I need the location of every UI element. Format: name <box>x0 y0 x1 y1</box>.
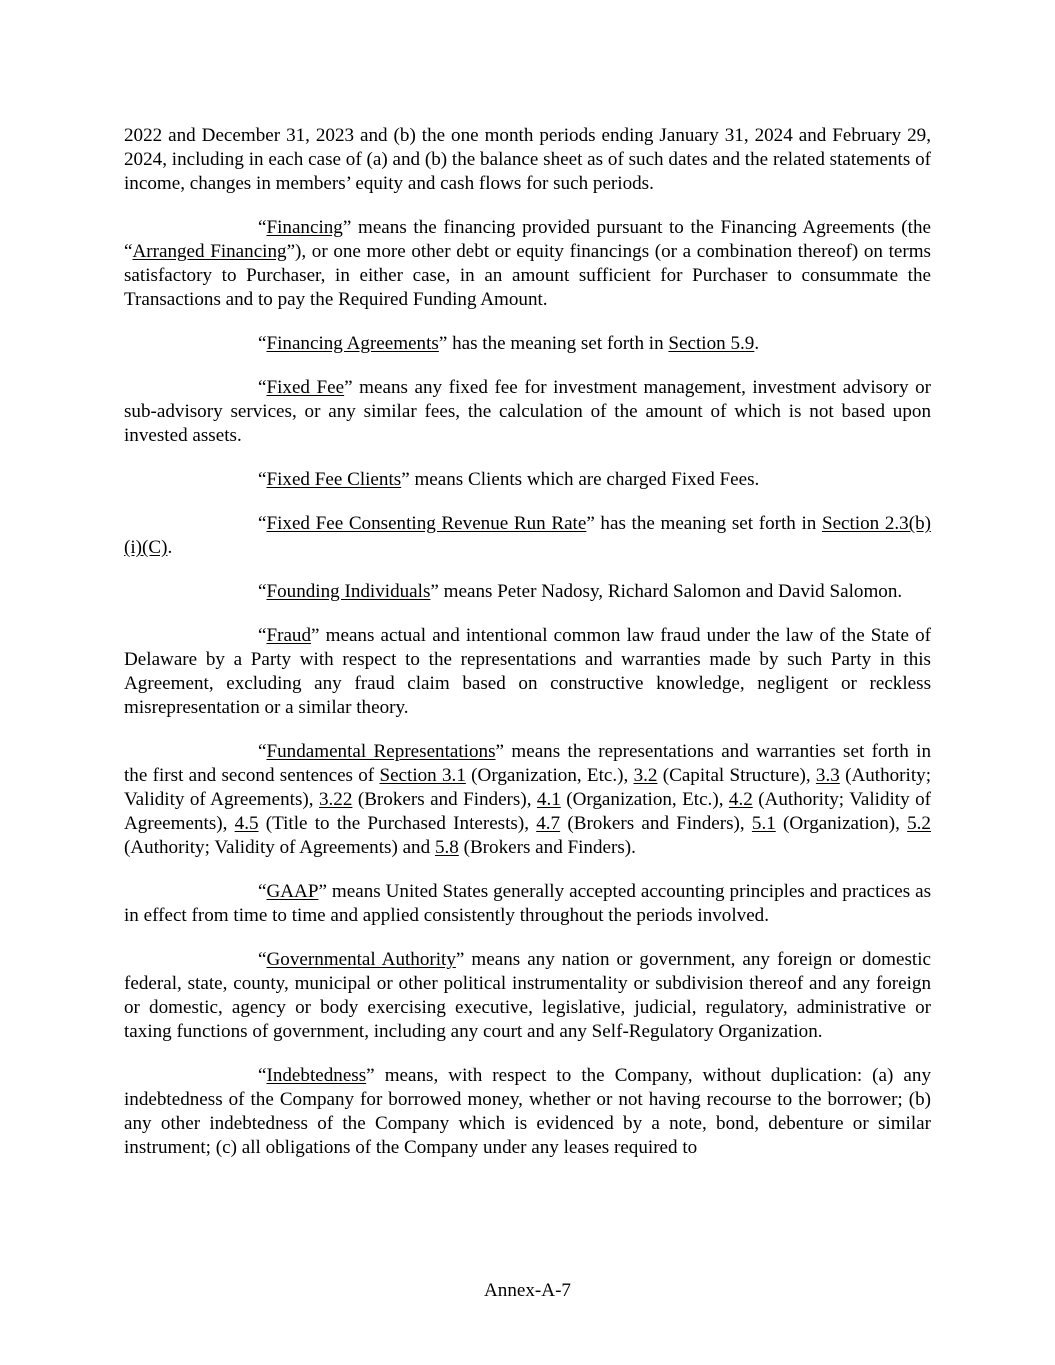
text-run: ” has the meaning set forth in <box>438 333 669 354</box>
text-run: “ <box>258 513 267 534</box>
text-run: (Organization, Etc.), <box>465 765 634 786</box>
paragraph-continuation <box>124 124 931 196</box>
text-run: (Brokers and Finders). <box>458 837 636 858</box>
defined-term-or-reference: 5.2 <box>907 813 931 834</box>
defined-term-or-reference: 3.22 <box>318 789 353 810</box>
text-run: ”), or one more other debt or equity financings (or a combination thereof) on terms satisfactory to Purchaser, in either case, in an amount sufficient for Purchaser to consummate the Transactions and to pay the Required Funding Amount. <box>124 241 931 310</box>
text-run: (Authority; Validity of Agreements), <box>124 789 931 834</box>
defined-term-or-reference: 3.3 <box>815 765 840 786</box>
definition-financing-agreements <box>124 332 931 356</box>
defined-term-or-reference: Founding Individuals <box>266 581 431 602</box>
definition-fixed-fee-consenting-revenue-run-rate <box>124 512 931 560</box>
text-run: ” means, with respect to the Company, without duplication: (a) any indebtedness of the Company for borrowed money, whether or not having recourse to the borrower; (b) any other indebtedness of the Company which is evidenced by a note, bond, debenture or similar instrument; (c) all obligations of the Company under any leases required to <box>124 1065 931 1158</box>
text-run: (Authority; Validity of Agreements) and <box>124 837 435 858</box>
defined-term-or-reference: GAAP <box>266 881 319 902</box>
text-run: “ <box>258 625 267 646</box>
text-run: “ <box>258 217 267 238</box>
text-run: ” means United States generally accepted accounting principles and practices as in effect from time to time and applied consistently throughout the periods involved. <box>124 881 931 926</box>
text-run: (Authority; Validity of Agreements), <box>124 765 931 810</box>
text-run: (Brokers and Finders), <box>560 813 752 834</box>
text-run: “ <box>258 469 267 490</box>
text-run: “ <box>258 881 267 902</box>
text-run: . <box>754 333 760 354</box>
text-run: (Capital Structure), <box>657 765 816 786</box>
text-run: (Brokers and Finders), <box>352 789 537 810</box>
defined-term-or-reference: Indebtedness <box>266 1065 367 1086</box>
defined-term-or-reference: Fraud <box>266 625 312 646</box>
defined-term-or-reference: 4.1 <box>536 789 561 810</box>
defined-term-or-reference: Fixed Fee Consenting Revenue Run Rate <box>266 513 587 534</box>
text-run: ” has the meaning set forth in <box>586 513 822 534</box>
text-run: ” means actual and intentional common law fraud under the law of the State of Delaware by a Party with respect to the representations and warranties made by such Party in this Agreement, excluding any fraud claim based on constructive knowledge, negligent or reckless misrepresentation or a similar theory. <box>124 625 931 718</box>
definition-governmental-authority <box>124 948 931 1044</box>
defined-term-or-reference: Arranged Financing <box>132 241 287 262</box>
definition-fixed-fee <box>124 376 931 448</box>
text-run: “ <box>258 1065 267 1086</box>
document-body <box>124 124 931 1180</box>
definition-financing <box>124 216 931 312</box>
definition-indebtedness <box>124 1064 931 1160</box>
defined-term-or-reference: Governmental Authority <box>266 949 456 970</box>
definition-gaap <box>124 880 931 928</box>
definition-fundamental-representations <box>124 740 931 860</box>
text-run: ” means Peter Nadosy, Richard Salomon and David Salomon. <box>430 581 903 602</box>
text-run: “ <box>258 741 267 762</box>
defined-term-or-reference: Section 3.1 <box>379 765 466 786</box>
text-run: (Organization), <box>775 813 908 834</box>
defined-term-or-reference: 5.1 <box>751 813 776 834</box>
text-run: 2022 and December 31, 2023 and (b) the one month periods ending January 31, 2024 and February 29, 2024, including in each case of (a) and (b) the balance sheet as of such dates and the related statements of income, changes in members’ equity and cash flows for such periods. <box>124 125 931 194</box>
text-run: “ <box>258 377 267 398</box>
text-run: ” means any nation or government, any foreign or domestic federal, state, county, municipal or other political instrumentality or subdivision thereof and any foreign or domestic, agency or body exercising executive, legislative, judicial, regulatory, administrative or taxing functions of government, including any court and any Self-Regulatory Organization. <box>124 949 931 1042</box>
text-run: ” means Clients which are charged Fixed Fees. <box>401 469 760 490</box>
text-run: “ <box>258 581 267 602</box>
defined-term-or-reference: 5.8 <box>434 837 459 858</box>
defined-term-or-reference: 4.7 <box>536 813 561 834</box>
defined-term-or-reference: Fixed Fee Clients <box>266 469 402 490</box>
text-run: (Organization, Etc.), <box>560 789 729 810</box>
defined-term-or-reference: Section 2.3(b)(i)(C) <box>124 513 931 558</box>
text-run: “ <box>258 949 267 970</box>
page-number-label: Annex-A-7 <box>484 1280 571 1301</box>
text-run: ” means any fixed fee for investment management, investment advisory or sub-advisory services, or any similar fees, the calculation of the amount of which is not based upon invested assets. <box>124 377 931 446</box>
text-run: ” means the financing provided pursuant to the Financing Agreements (the “ <box>124 217 931 262</box>
text-run: . <box>167 537 173 558</box>
defined-term-or-reference: Financing <box>266 217 343 238</box>
defined-term-or-reference: Section 5.9 <box>668 333 755 354</box>
defined-term-or-reference: 3.2 <box>633 765 658 786</box>
defined-term-or-reference: Fundamental Representations <box>266 741 496 762</box>
definition-fixed-fee-clients <box>124 468 931 492</box>
defined-term-or-reference: Financing Agreements <box>266 333 439 354</box>
definition-fraud <box>124 624 931 720</box>
definition-founding-individuals <box>124 580 931 604</box>
defined-term-or-reference: 4.5 <box>234 813 259 834</box>
page-footer <box>0 1279 1055 1303</box>
text-run: “ <box>258 333 267 354</box>
text-run: ” means the representations and warranties set forth in the first and second sentences of <box>124 741 931 786</box>
defined-term-or-reference: Fixed Fee <box>266 377 345 398</box>
defined-term-or-reference: 4.2 <box>728 789 753 810</box>
text-run: (Title to the Purchased Interests), <box>258 813 537 834</box>
